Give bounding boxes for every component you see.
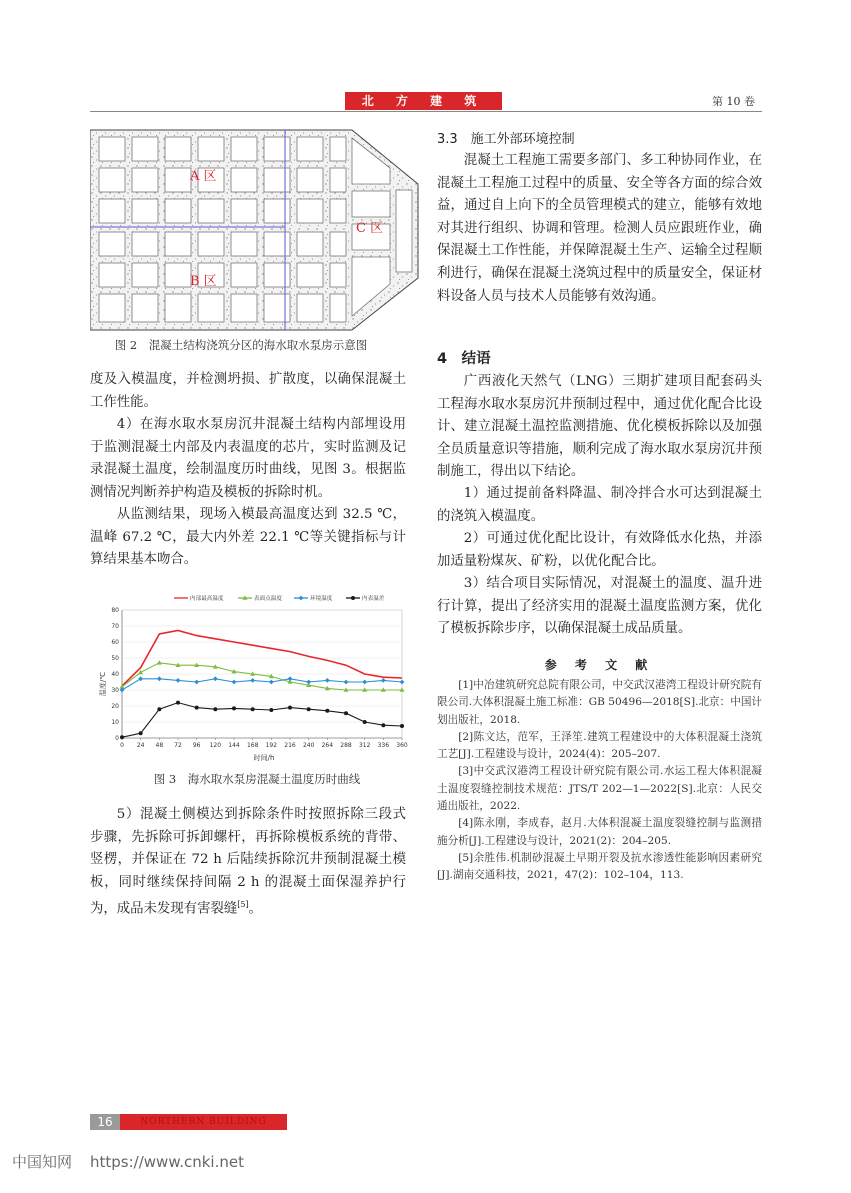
reference-item: [3]中交武汉港湾工程设计研究院有限公司.水运工程大体积混凝土温度裂缝控制技术规范：JTS/T 202—1—2022[S].北京：人民交通出版社，2022. <box>437 765 762 813</box>
data-point <box>288 676 293 681</box>
data-point <box>381 678 386 683</box>
x-tick-label: 240 <box>302 742 315 749</box>
right-paragraph-2 <box>437 371 762 484</box>
data-point <box>213 707 217 711</box>
x-tick-label: 336 <box>377 742 390 749</box>
legend-item <box>174 594 224 602</box>
y-tick-label: 80 <box>111 607 119 615</box>
left-paragraph-4-text <box>90 804 406 921</box>
data-point <box>307 707 311 711</box>
left-paragraph-4-body: 5）混凝土侧模达到拆除条件时按照拆除三段式步骤，先拆除可拆卸螺杆，再拆除模板系统的背带、竖楞，并保证在 72 h 后陆续拆除沉井预制混凝土模板，同时继续保持间隔 2 h 的混凝土面保湿养护行为，成品未发现有害裂缝 <box>90 807 406 917</box>
chart-x-label: 时间/h <box>253 754 275 762</box>
y-tick-label: 50 <box>111 655 119 663</box>
reference-list <box>437 677 762 885</box>
left-paragraph-3-text: 从监测结果，现场入模最高温度达到 32.5 ℃，温峰 67.2 ℃，最大内外差 22.1 ℃等关键指标与计算结果基本吻合。 <box>90 507 406 568</box>
data-point <box>288 706 292 710</box>
data-point <box>306 680 311 685</box>
figure3-chart <box>98 590 416 762</box>
reference-item: [2]陈文达，范军，王泽笙.建筑工程建设中的大体积混凝土浇筑工艺[J].工程建设与设计，2024(4)：205–207. <box>437 730 762 761</box>
volume-label: 第 10 卷 <box>712 95 755 108</box>
section-4-heading: 4 结语 <box>437 351 491 367</box>
data-point <box>344 680 349 685</box>
footer-journal-name: NORTHERN BUILDING <box>120 1114 287 1130</box>
data-point <box>299 596 304 601</box>
data-point <box>139 731 143 735</box>
left-paragraph-4-end: 。 <box>248 901 263 917</box>
x-tick-label: 72 <box>174 742 182 749</box>
y-tick-label: 70 <box>111 623 119 631</box>
x-tick-label: 216 <box>284 742 296 749</box>
data-point <box>213 676 218 681</box>
watermark-site-name: 中国知网 <box>12 1153 73 1171</box>
right-paragraph-4 <box>437 528 762 573</box>
chart-y-label: 温度/℃ <box>99 671 107 697</box>
reference-item: [4]陈永刚，李成春，赵月.大体积混凝土温度裂缝控制与监测措施分析[J].工程建设与设计，2021(2)：204–205. <box>437 817 762 847</box>
zone-c-label: C 区 <box>356 221 384 236</box>
y-tick-label: 10 <box>111 719 119 727</box>
cnki-watermark <box>12 1151 262 1172</box>
data-point <box>381 723 385 727</box>
right-paragraph-1 <box>437 150 762 308</box>
y-tick-label: 40 <box>111 671 119 679</box>
zone-b-label: B 区 <box>190 274 217 289</box>
legend-label: 环境温度 <box>310 596 333 603</box>
left-paragraph-2 <box>90 414 406 504</box>
left-paragraph-4 <box>90 804 406 921</box>
x-tick-label: 192 <box>265 742 278 749</box>
figure2-caption: 图 2 混凝土结构浇筑分区的海水取水泵房示意图 <box>114 338 368 352</box>
legend-item <box>238 594 282 602</box>
x-tick-label: 360 <box>396 742 408 749</box>
data-point <box>400 680 405 685</box>
right-paragraph-5-text: 3）结合项目实际情况，对混凝土的温度、温升进行计算，提出了经济实用的混凝土温度监测方案，优化了模板拆除步序，以确保混凝土成品质量。 <box>437 576 762 637</box>
chart-series-4 <box>120 701 404 740</box>
right-paragraph-3-text: 1）通过提前备料降温、制冷拌合水可达到混凝土的浇筑入模温度。 <box>437 486 762 524</box>
legend-label: 内表温差 <box>362 596 385 603</box>
legend-item <box>294 594 333 602</box>
series-line <box>122 663 402 690</box>
reference-item: [1]中冶建筑研究总院有限公司，中交武汉港湾工程设计研究院有限公司.大体积混凝土施工标准：GB 50496—2018[S].北京：中国计划出版社，2018. <box>437 679 763 726</box>
data-point <box>157 676 162 681</box>
series-line <box>122 679 402 690</box>
header-rule <box>90 111 762 112</box>
watermark-url[interactable]: https://www.cnki.net <box>90 1153 244 1171</box>
data-point <box>351 596 355 600</box>
figure2-diagram <box>90 128 420 332</box>
data-point <box>250 678 255 683</box>
data-point <box>157 660 162 664</box>
data-point <box>194 680 199 685</box>
data-point <box>176 678 181 683</box>
right-paragraph-2-text: 广西液化天然气（LNG）三期扩建项目配套码头工程海水取水泵房沉井预制过程中，通过优化配合比设计、建立混凝土温控监测措施、优化模板拆除以及加强全员质量意识等措施，顺利完成了海水取水泵房沉井预制施工，得出以下结论。 <box>437 374 762 480</box>
page-number: 16 <box>90 1114 120 1130</box>
x-tick-label: 24 <box>136 742 145 749</box>
legend-item <box>346 594 385 602</box>
citation-5[interactable]: [5] <box>237 900 249 910</box>
data-point <box>269 708 273 712</box>
y-tick-label: 30 <box>111 687 119 695</box>
left-paragraph-3 <box>90 504 406 572</box>
x-tick-label: 264 <box>321 742 334 749</box>
data-point <box>176 701 180 705</box>
x-tick-label: 48 <box>155 742 164 749</box>
right-paragraph-5 <box>437 573 762 641</box>
x-tick-label: 120 <box>209 742 222 749</box>
data-point <box>120 735 124 739</box>
x-tick-label: 144 <box>228 742 240 749</box>
chart-series-2 <box>120 660 405 692</box>
figure3-caption: 图 3 海水取水泵房混凝土温度历时曲线 <box>153 772 361 786</box>
data-point <box>400 724 404 728</box>
y-tick-label: 0 <box>115 735 119 743</box>
data-point <box>363 720 367 724</box>
x-tick-label: 96 <box>192 742 201 749</box>
y-tick-label: 60 <box>111 639 119 647</box>
section-3-3-heading: 3.3 施工外部环境控制 <box>437 132 575 147</box>
data-point <box>232 680 237 685</box>
data-point <box>251 707 255 711</box>
x-tick-label: 0 <box>120 742 124 749</box>
zone-a-label: A 区 <box>190 169 217 184</box>
legend-label: 内部最高温度 <box>190 596 224 603</box>
right-paragraph-4-text: 2）可通过优化配比设计，有效降低水化热，并添加适量粉煤灰、矿粉，以优化配合比。 <box>437 531 762 569</box>
right-paragraph-3 <box>437 483 762 528</box>
data-point <box>232 706 236 710</box>
journal-title: 北 方 建 筑 <box>361 94 486 108</box>
data-point <box>157 707 161 711</box>
x-tick-label: 288 <box>340 742 352 749</box>
data-point <box>325 709 329 713</box>
data-point <box>138 676 143 681</box>
left-paragraph-2-text: 4）在海水取水泵房沉井混凝土结构内部埋设用于监测混凝土内部及内表温度的芯片，实时监测及记录混凝土温度，绘制温度历时曲线，见图 3。根据监测情况判断养护构造及模板的拆除时机。 <box>90 417 406 500</box>
references-heading: 参 考 文 献 <box>544 658 655 672</box>
y-tick-label: 20 <box>111 703 119 711</box>
legend-label: 表面点温度 <box>254 596 282 603</box>
reference-item: [5]余胜伟.机制砂混凝土早期开裂及抗水渗透性能影响因素研究[J].湖南交通科技，2021，47(2)：102–104，113. <box>437 851 762 882</box>
data-point <box>362 680 367 685</box>
data-point <box>195 706 199 710</box>
x-tick-label: 168 <box>246 742 259 749</box>
x-tick-label: 312 <box>358 742 371 749</box>
left-paragraph-1: 度及入模温度，并检测坍损、扩散度，以确保混凝土工作性能。 <box>90 372 406 410</box>
data-point <box>344 711 348 715</box>
series-line <box>122 703 402 738</box>
data-point <box>325 678 330 683</box>
data-point <box>269 680 274 685</box>
right-paragraph-1-text: 混凝土工程施工需要多部门、多工种协同作业，在混凝土工程施工过程中的质量、安全等各方面的综合效益，通过自上向下的全员管理模式的建立，能够有效地对其进行组织、协调和管理。检测人员应跟班作业，确保混凝土工作性能，并保障混凝土生产、运输全过程顺利进行，确保在混凝土浇筑过程中的质量安全，保证材料设备人员与技术人员能够有效沟通。 <box>437 153 762 304</box>
